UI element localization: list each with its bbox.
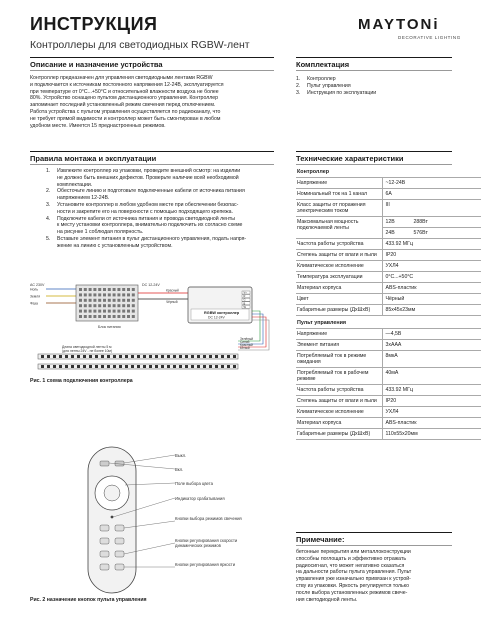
psu-vent-hole <box>108 299 111 302</box>
led-chip <box>101 365 104 368</box>
led-chip <box>53 365 56 368</box>
brand-logo-tagline: DECORATIVE LIGHTING <box>398 35 461 40</box>
psu-vent-hole <box>132 288 135 291</box>
led-chip <box>155 355 158 358</box>
psu-vent-hole <box>132 310 135 313</box>
led-chip <box>65 365 68 368</box>
note-text: бетонные перекрытия или металлоконструкции способны поглощать и эффективно отражать радиосигнал, что может негативно сказаться на дальности работы пульта управления. Пульт управления уже изначально привязан к устрой- ству из упаковки. Яркость регулируется только после выбора установленных режимов свече- ния светодиодной ленты. <box>296 549 412 603</box>
led-chip <box>161 365 164 368</box>
table-row: Цвет Чёрный <box>296 294 481 305</box>
psu-vent-hole <box>98 310 101 313</box>
specs-heading: Технические характеристики <box>296 154 404 163</box>
terminal-pin-label: B <box>243 302 246 306</box>
psu-vent-hole <box>113 299 116 302</box>
led-chip <box>107 365 110 368</box>
psu-vent-hole <box>84 288 87 291</box>
psu-vent-hole <box>89 288 92 291</box>
led-chip <box>167 365 170 368</box>
red-wire-label: Красный <box>166 288 179 293</box>
led-chip <box>113 355 116 358</box>
led-chip <box>71 355 74 358</box>
led-chip <box>143 365 146 368</box>
psu-vent-hole <box>93 288 96 291</box>
controller-name: RGBW контроллер <box>204 311 240 315</box>
led-chip <box>53 355 56 358</box>
section-divider <box>296 532 452 533</box>
controller-voltage: DC 12-24V <box>208 315 225 320</box>
psu-vent-hole <box>98 288 101 291</box>
psu-vent-hole <box>122 288 125 291</box>
led-chip <box>209 365 212 368</box>
table-row: Напряжение —4,5В <box>296 329 481 340</box>
strip-length-note: (для ленты 24V - не более 10м) <box>62 349 112 353</box>
led-chip <box>89 365 92 368</box>
led-chip <box>137 365 140 368</box>
led-chip <box>143 355 146 358</box>
psu-vent-hole <box>122 315 125 318</box>
psu-vent-hole <box>132 299 135 302</box>
psu-vent-hole <box>79 304 82 307</box>
psu-vent-hole <box>98 315 101 318</box>
controller-specs-table <box>296 167 481 440</box>
led-chip <box>179 355 182 358</box>
table-row: Частота работы устройства 433.92 МГц <box>296 385 481 396</box>
led-chip <box>89 355 92 358</box>
blue-wire-label: Синий <box>240 340 250 344</box>
purpose-heading: Описание и назначение устройства <box>30 60 163 69</box>
table-row: Контроллер <box>296 167 481 178</box>
purpose-line: удобном месте. Имеется 15 преднастроенных режимов. <box>30 122 166 129</box>
psu-vent-hole <box>89 299 92 302</box>
led-chip <box>77 365 80 368</box>
led-strip-top <box>38 354 238 359</box>
section-underline <box>30 164 274 165</box>
psu-vent-hole <box>127 288 130 291</box>
psu-vent-hole <box>108 310 111 313</box>
psu-vent-hole <box>84 299 87 302</box>
psu-vent-hole <box>79 288 82 291</box>
install-heading: Правила монтажа и эксплуатации <box>30 154 157 163</box>
psu-vent-hole <box>132 304 135 307</box>
section-divider <box>296 57 452 58</box>
led-chip <box>221 365 224 368</box>
psu-vent-hole <box>84 310 87 313</box>
purpose-line: 80%. Устройство оснащено пультом дистанционного управления. Контроллер <box>30 95 219 102</box>
psu-vent-hole <box>98 293 101 296</box>
psu-vent-hole <box>103 288 106 291</box>
led-chip <box>197 365 200 368</box>
psu-vent-hole <box>108 304 111 307</box>
psu-vent-hole <box>108 288 111 291</box>
table-row: Потребляемый ток в режиме ожидания 8мкА <box>296 351 481 368</box>
psu-vent-hole <box>117 315 120 318</box>
power-supply-unit <box>76 285 138 321</box>
led-chip <box>203 365 206 368</box>
table-row: Номинальный ток на 1 канал 6А <box>296 189 481 200</box>
table-row: Степень защиты от влаги и пыли IP20 <box>296 250 481 261</box>
led-chip <box>173 355 176 358</box>
led-chip <box>83 355 86 358</box>
led-chip <box>215 365 218 368</box>
psu-vent-hole <box>113 310 116 313</box>
brand-logo: MAYTONi <box>358 16 440 33</box>
remote-button <box>100 551 109 557</box>
remote-button <box>100 525 109 531</box>
psu-vent-hole <box>108 293 111 296</box>
table-row: Напряжение ~12-24В <box>296 178 481 189</box>
led-chip <box>83 365 86 368</box>
led-chip <box>185 365 188 368</box>
led-chip <box>95 365 98 368</box>
led-chip <box>107 355 110 358</box>
psu-vent-hole <box>103 293 106 296</box>
document-title: ИНСТРУКЦИЯ <box>30 14 158 34</box>
psu-vent-hole <box>84 315 87 318</box>
psu-vent-hole <box>89 315 92 318</box>
zero-label: Ноль <box>30 287 39 292</box>
psu-vent-hole <box>117 304 120 307</box>
psu-vent-hole <box>103 304 106 307</box>
phase-label: Фаза <box>30 301 38 306</box>
psu-vent-hole <box>127 310 130 313</box>
led-chip <box>197 355 200 358</box>
led-chip <box>221 355 224 358</box>
led-chip <box>41 365 44 368</box>
table-row: Элемент питания 3хААА <box>296 340 481 351</box>
off-label: Выкл. <box>175 453 187 458</box>
psu-vent-hole <box>122 310 125 313</box>
psu-vent-hole <box>93 304 96 307</box>
psu-vent-hole <box>79 315 82 318</box>
led-chip <box>227 365 230 368</box>
psu-vent-hole <box>93 293 96 296</box>
black-wire-label: Чёрный <box>166 300 178 304</box>
install-list <box>46 168 282 250</box>
terminal-pin-label: R <box>243 295 246 299</box>
purpose-text <box>30 75 278 129</box>
led-chip <box>233 355 236 358</box>
psu-vent-hole <box>113 288 116 291</box>
table-row: Класс защиты от поражения электрическим током III <box>296 200 481 217</box>
brightness-buttons-label: Кнопки регулирования яркости <box>175 562 236 567</box>
psu-vent-hole <box>79 293 82 296</box>
psu-vent-hole <box>132 293 135 296</box>
indicator-label: Индикатор срабатывания <box>175 496 225 501</box>
list-item: 2. Обесточьте линию и подготовьте подключенные кабели от источника питания напряжением 12-24В. <box>46 188 245 202</box>
led-chip <box>59 365 62 368</box>
psu-vent-hole <box>79 299 82 302</box>
psu-vent-hole <box>122 304 125 307</box>
table-row: Габаритные размеры (ДхШхВ) 110х55х20мм <box>296 429 481 440</box>
remote-button <box>100 538 109 544</box>
led-chip <box>59 355 62 358</box>
psu-vent-hole <box>108 315 111 318</box>
section-underline <box>296 70 452 71</box>
purpose-line: и подключается к источникам постоянного напряжения 12-24В, эксплуатируется <box>30 81 224 88</box>
list-item: 1. Контроллер <box>296 76 336 82</box>
note-heading: Примечание: <box>296 535 345 544</box>
on-label: Вкл. <box>175 467 184 472</box>
psu-vent-hole <box>113 293 116 296</box>
list-item: 2. Пульт управления <box>296 82 351 89</box>
table-row: Климатическое исполнение УХЛ4 <box>296 407 481 418</box>
table-row: Пульт управления <box>296 316 481 329</box>
psu-vent-hole <box>113 304 116 307</box>
led-chip <box>215 355 218 358</box>
psu-vent-hole <box>117 299 120 302</box>
table-row: Габаритные размеры (ДхШхВ) 85х45х23мм <box>296 305 481 316</box>
psu-vent-hole <box>89 304 92 307</box>
remote-button <box>100 564 109 570</box>
figure-2-caption: Рис. 2 назначение кнопок пульта управления <box>30 597 147 603</box>
led-chip <box>113 365 116 368</box>
led-chip <box>131 365 134 368</box>
table-row: Климатическое исполнение УХЛ4 <box>296 261 481 272</box>
psu-vent-hole <box>98 299 101 302</box>
remote-button <box>115 551 124 557</box>
psu-vent-hole <box>84 304 87 307</box>
led-chip <box>155 365 158 368</box>
green-wire-label: Зелёный <box>240 337 254 341</box>
psu-vent-hole <box>93 299 96 302</box>
psu-vent-hole <box>122 299 125 302</box>
led-chip <box>125 355 128 358</box>
figure-1-caption: Рис. 1 схема подключения контроллера <box>30 378 133 384</box>
ac-label: AC 230V <box>30 283 45 287</box>
psu-vent-hole <box>127 315 130 318</box>
color-field-label: Поле выбора цвета <box>175 481 213 486</box>
led-chip <box>203 355 206 358</box>
table-row: Степень защиты от влаги и пыли IP20 <box>296 396 481 407</box>
led-chip <box>77 355 80 358</box>
kit-list <box>296 76 456 96</box>
section-divider <box>30 57 274 58</box>
remote-control <box>88 447 136 593</box>
led-chip <box>47 355 50 358</box>
psu-vent-hole <box>117 293 120 296</box>
psu-vent-hole <box>93 315 96 318</box>
speed-buttons-label: Кнопки регулирования скорости динамических режимов <box>175 538 238 548</box>
led-chip <box>179 365 182 368</box>
led-chip <box>233 365 236 368</box>
psu-vent-hole <box>113 315 116 318</box>
psu-vent-hole <box>89 293 92 296</box>
led-chip <box>209 355 212 358</box>
led-chip <box>65 355 68 358</box>
psu-vent-hole <box>117 310 120 313</box>
led-chip <box>71 365 74 368</box>
led-strip-bottom <box>38 364 238 369</box>
led-chip <box>119 355 122 358</box>
psu-vent-hole <box>89 310 92 313</box>
led-chip <box>131 355 134 358</box>
remote-button <box>115 538 124 544</box>
terminal-pin-label: V+ <box>243 291 247 295</box>
psu-vent-hole <box>117 288 120 291</box>
section-divider <box>296 151 452 152</box>
led-chip <box>149 365 152 368</box>
table-row: Материал корпуса ABS-пластик <box>296 283 481 294</box>
strip-length-label: Длина светодиодной ленты 5 м <box>62 345 112 349</box>
section-underline <box>30 70 274 71</box>
led-chip <box>161 355 164 358</box>
terminal-pin-label: G <box>243 298 246 302</box>
purpose-line: при температуре от 0°C...+50°C и относительной влажности воздуха не более <box>30 88 219 95</box>
list-item: 5. Вставьте элемент питания в пульт дистанционного управления, подать напря- жение на линию с установленным устройством. <box>46 235 247 249</box>
led-chip <box>185 355 188 358</box>
red-strip-wire-label: Красный <box>240 343 253 347</box>
led-chip <box>101 355 104 358</box>
psu-vent-hole <box>127 293 130 296</box>
psu-vent-hole <box>132 315 135 318</box>
purpose-line: не требует прямой видимости и контроллер может быть смонтирован в любом <box>30 115 221 122</box>
mode-buttons-label: Кнопки выбора режимов свечения <box>175 516 242 521</box>
kit-heading: Комплектация <box>296 60 350 69</box>
list-item: 1. Извлеките контроллер из упаковки, проведите внешний осмотр: на изделии не должно быть внешних дефектов. Проверьте наличие всей необходимой комплектации. <box>46 168 241 188</box>
psu-vent-hole <box>127 299 130 302</box>
led-chip <box>227 355 230 358</box>
led-chip <box>95 355 98 358</box>
table-row: Максимальная мощность подключаемой ленты 12В 288Вт 24В 576Вт <box>296 217 481 239</box>
table-row: Потребляемый ток в рабочем режиме 40мА <box>296 368 481 385</box>
list-item: 3. Инструкция по эксплуатации <box>296 89 377 96</box>
psu-vent-hole <box>93 310 96 313</box>
purpose-line: запоминает последний установленный режим свечения перед отключением. <box>30 102 216 109</box>
section-divider <box>30 151 274 152</box>
led-chip <box>167 355 170 358</box>
psu-vent-hole <box>98 304 101 307</box>
led-chip <box>119 365 122 368</box>
terminal-pin-label: W <box>243 305 246 309</box>
remote-button <box>115 564 124 570</box>
white-wire-label: Белый <box>240 346 250 350</box>
psu-vent-hole <box>127 304 130 307</box>
table-row: Частота работы устройства 433.92 МГц <box>296 239 481 250</box>
document-subtitle: Контроллеры для светодиодных RGBW-лент <box>30 39 250 51</box>
led-chip <box>47 365 50 368</box>
purpose-line: Контроллер предназначен для управления светодиодными лентами RGBW <box>30 75 213 81</box>
section-underline <box>296 545 452 546</box>
psu-vent-hole <box>79 310 82 313</box>
psu-vent-hole <box>84 293 87 296</box>
led-chip <box>173 365 176 368</box>
led-chip <box>125 365 128 368</box>
list-item: 4. Подключите кабели от источника питания и провода светодиодной ленты к месту установки контроллера, внимательно подключить их согласно схеме на рисунке 1 соблюдая полярность. <box>46 215 243 236</box>
wiring-diagram <box>28 283 276 375</box>
psu-label: Блок питания <box>98 325 121 329</box>
purpose-line: Работа устройства с пультом управления осуществляется по радиоканалу, что <box>30 108 221 115</box>
psu-vent-hole <box>103 299 106 302</box>
section-underline <box>296 164 452 165</box>
psu-vent-hole <box>103 315 106 318</box>
led-chip <box>41 355 44 358</box>
psu-vent-hole <box>103 310 106 313</box>
led-chip <box>149 355 152 358</box>
list-item: 3. Установите контроллер в любом удобном месте при обеспечении безопас- ности и закрепите его на поверхности с помощью подходящего крепежа. <box>46 201 239 215</box>
remote-button <box>115 525 124 531</box>
led-chip <box>191 355 194 358</box>
psu-vent-hole <box>122 293 125 296</box>
table-row: Температура эксплуатации 0°C...+50°C <box>296 272 481 283</box>
led-chip <box>137 355 140 358</box>
ground-label: Земля <box>30 294 41 299</box>
dc-label: DC 12-24V <box>142 283 160 287</box>
table-row: Материал корпуса ABS-пластик <box>296 418 481 429</box>
led-chip <box>191 365 194 368</box>
